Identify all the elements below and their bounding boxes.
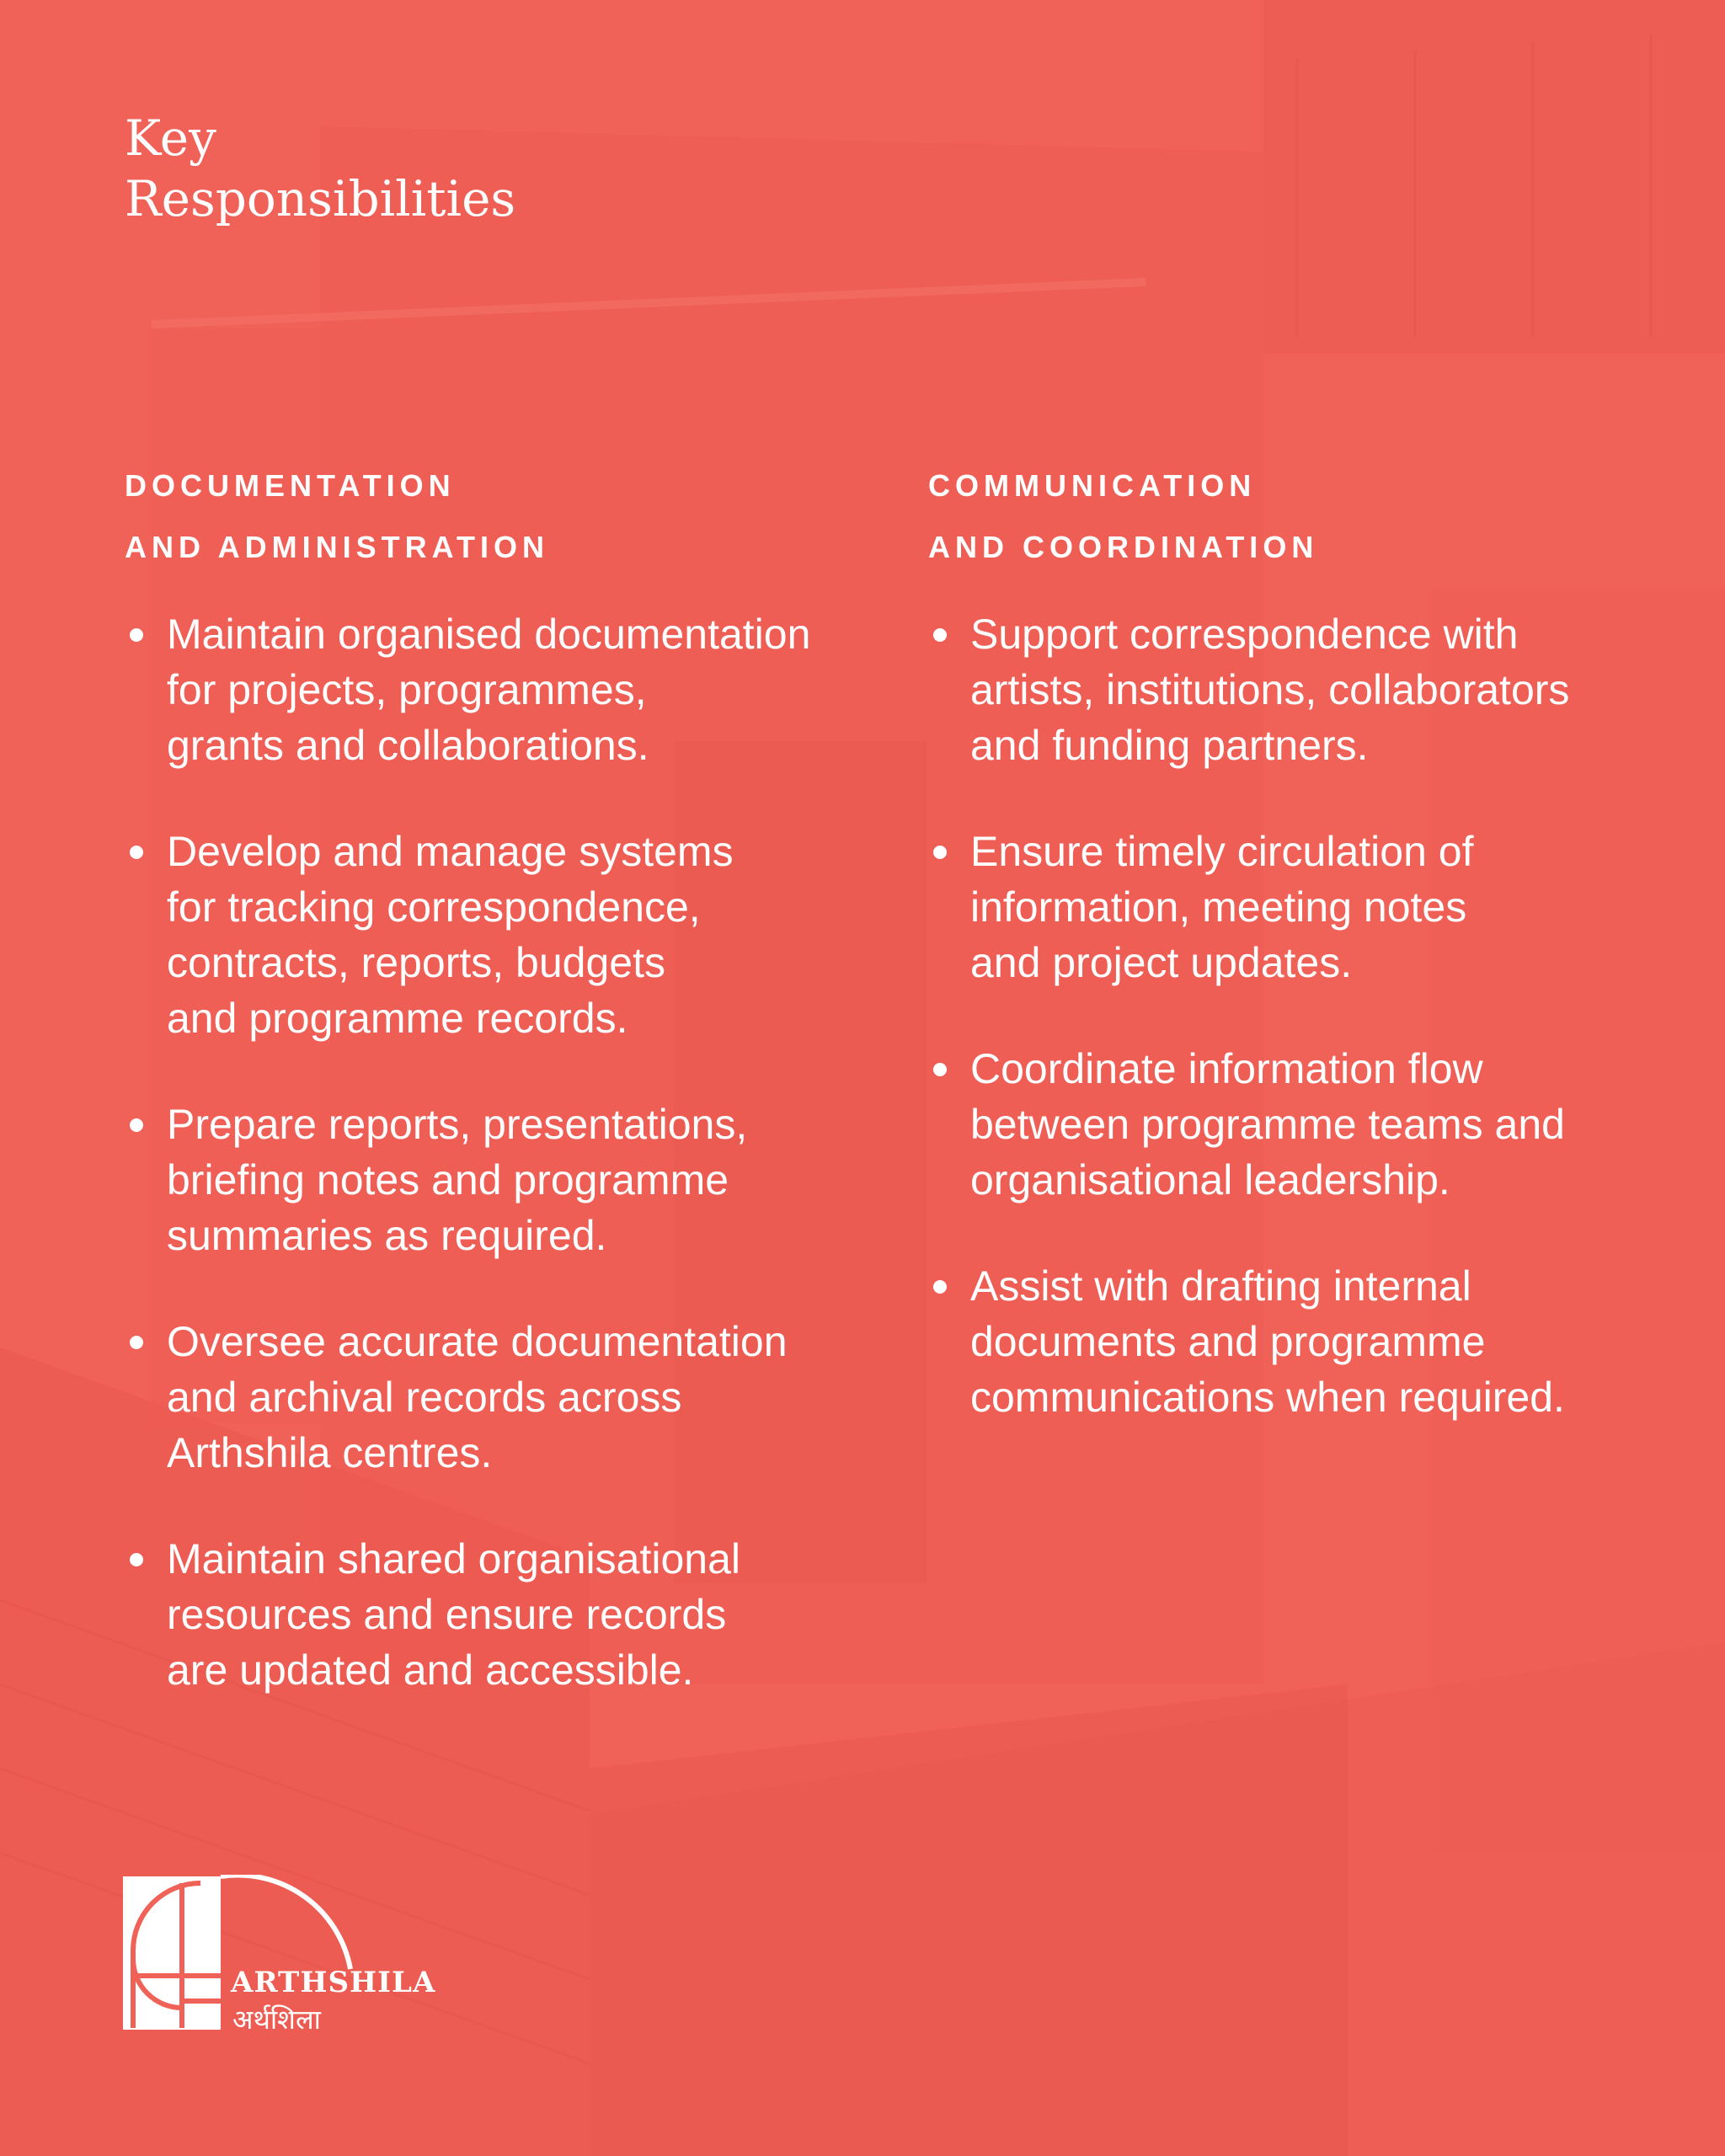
- section-heading-line-1: COMMUNICATION: [928, 468, 1257, 503]
- list-item-text: Assist with drafting internal documents and programme communications when required.: [970, 1262, 1565, 1421]
- bullet-icon: [130, 1553, 143, 1566]
- list-item-text: Prepare reports, presentations, briefing notes and programme summaries as required.: [167, 1101, 748, 1259]
- list-item: [928, 1258, 1669, 1425]
- bullet-icon: [933, 1063, 947, 1076]
- list-item: [125, 1314, 866, 1481]
- section-heading-line-2: AND COORDINATION: [928, 530, 1319, 564]
- page-title-line-2: Responsibilities: [125, 170, 516, 227]
- list-item: [928, 824, 1669, 990]
- list-item-text: Support correspondence with artists, institutions, collaborators and funding partners.: [970, 611, 1570, 769]
- list-item-text: Oversee accurate documentation and archival records across Arthshila centres.: [167, 1318, 788, 1476]
- section-heading-line-1: DOCUMENTATION: [125, 468, 456, 503]
- communication-coordination-section: [928, 455, 1669, 1476]
- page-title: [125, 108, 714, 229]
- responsibility-list: [928, 606, 1669, 1425]
- bullet-icon: [130, 628, 143, 642]
- list-item: [125, 1531, 866, 1698]
- section-heading: [928, 455, 1669, 578]
- list-item: [928, 606, 1669, 773]
- arthshila-logo: [123, 1875, 443, 2035]
- list-item-text: Develop and manage systems for tracking correspondence, contracts, reports, budgets and programme records.: [167, 828, 734, 1042]
- logo-name-hindi: अर्थशिला: [232, 2004, 321, 2036]
- list-item: [125, 606, 866, 773]
- responsibility-list: [125, 606, 866, 1698]
- bullet-icon: [933, 1280, 947, 1294]
- list-item-text: Ensure timely circulation of information, meeting notes and project updates.: [970, 828, 1474, 986]
- bullet-icon: [130, 846, 143, 859]
- list-item-text: Maintain organised documentation for projects, programmes, grants and collaborations.: [167, 611, 811, 769]
- documentation-administration-section: [125, 455, 866, 1748]
- bullet-icon: [130, 1118, 143, 1132]
- logo-name: ARTHSHILA: [231, 1966, 436, 1999]
- list-item: [125, 824, 866, 1046]
- list-item-text: Coordinate information flow between programme teams and organisational leadership.: [970, 1045, 1565, 1203]
- page-title-line-1: Key: [125, 109, 216, 167]
- section-heading-line-2: AND ADMINISTRATION: [125, 530, 549, 564]
- list-item-text: Maintain shared organisational resources and ensure records are updated and accessible.: [167, 1535, 740, 1694]
- section-heading: [125, 455, 866, 578]
- bullet-icon: [933, 628, 947, 642]
- list-item: [125, 1097, 866, 1263]
- bullet-icon: [933, 846, 947, 859]
- list-item: [928, 1041, 1669, 1208]
- bullet-icon: [130, 1336, 143, 1349]
